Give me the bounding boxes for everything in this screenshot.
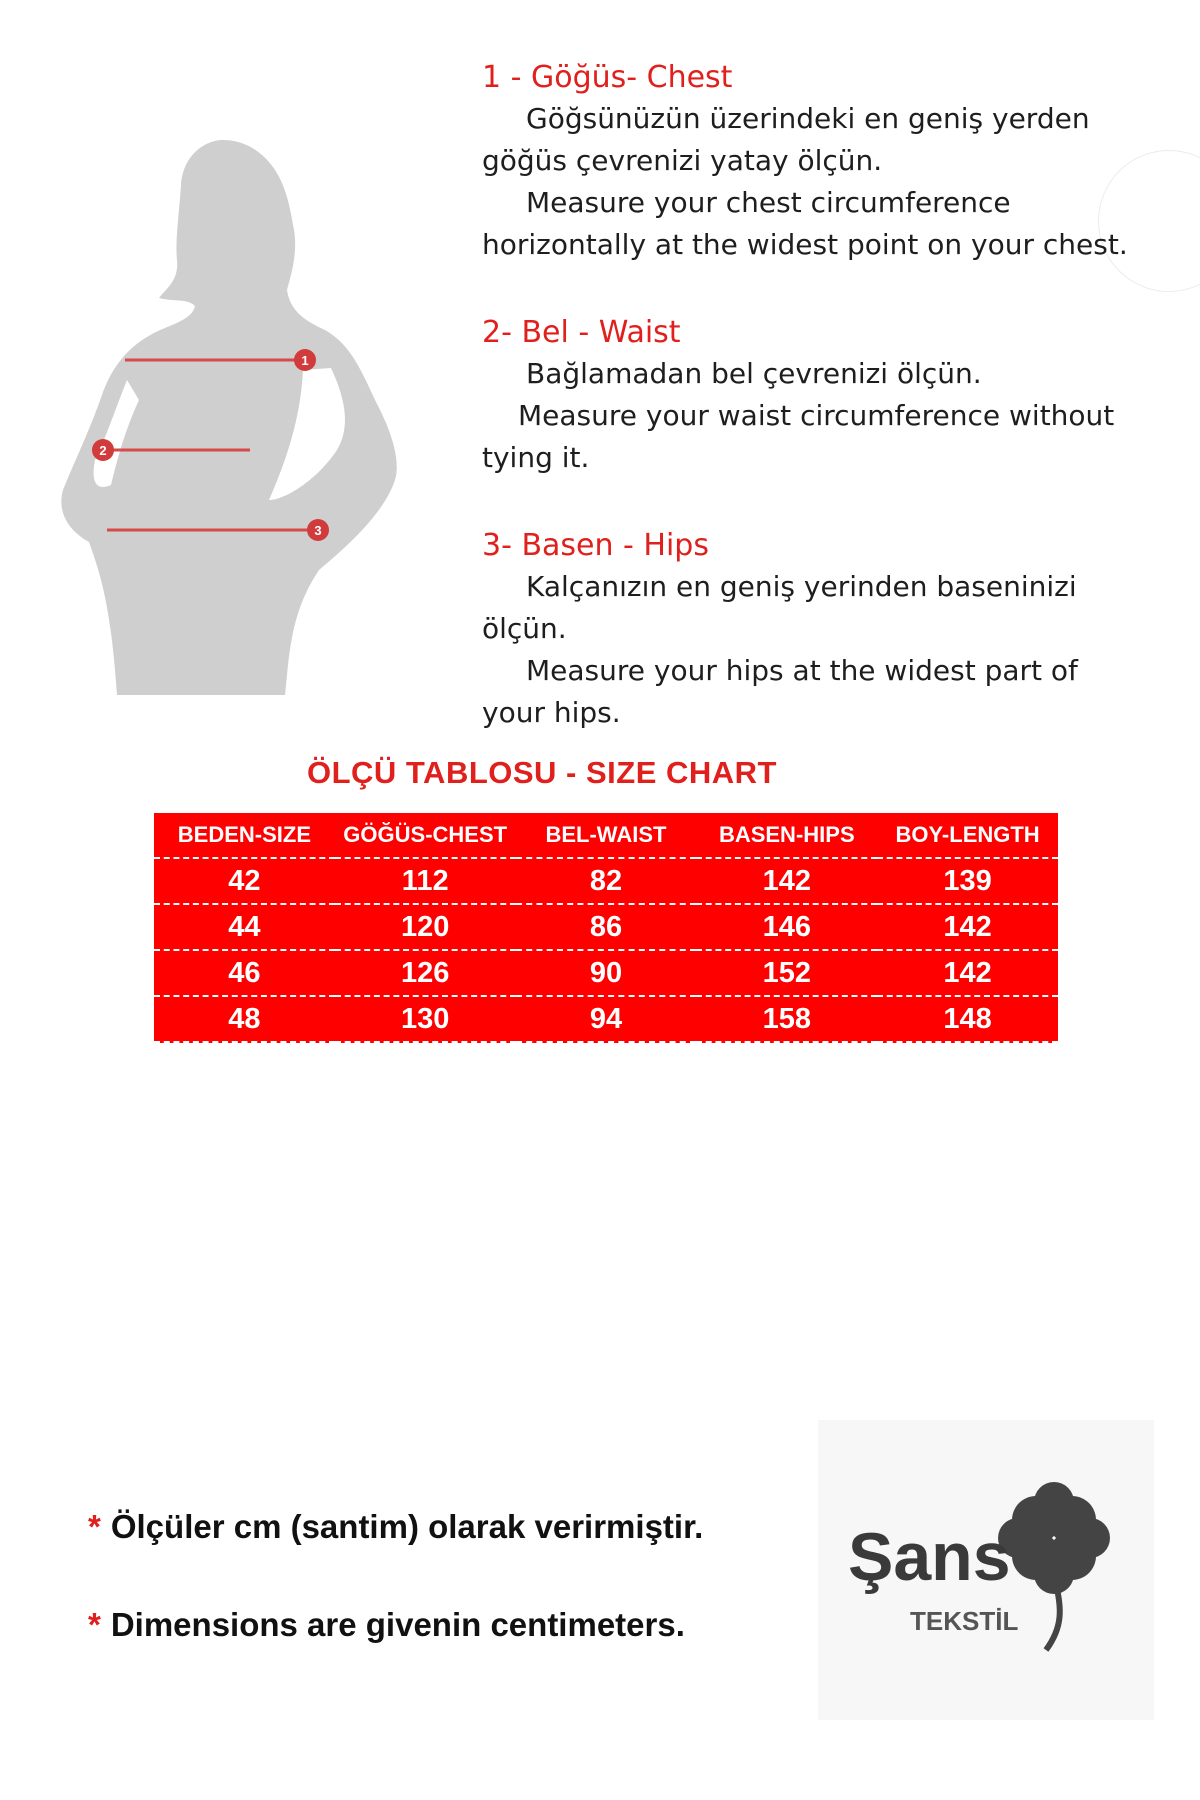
asterisk-icon: * xyxy=(88,1606,101,1643)
table-row xyxy=(154,858,1058,904)
female-silhouette-icon xyxy=(55,130,455,710)
cell-length: 142 xyxy=(877,950,1058,996)
table-row xyxy=(154,950,1058,996)
section-chest-tr-line-1: Göğsünüzün üzerindeki en geniş yerden xyxy=(526,102,1090,135)
marker-1 xyxy=(294,349,316,371)
asterisk-icon: * xyxy=(88,1508,101,1545)
size-chart-table xyxy=(154,813,1058,1043)
cell-hips: 146 xyxy=(696,904,877,950)
cell-chest: 126 xyxy=(335,950,516,996)
note-units-en-text: Dimensions are givenin centimeters. xyxy=(110,1606,685,1643)
header-waist: BEL-WAIST xyxy=(516,813,697,858)
cell-size: 48 xyxy=(154,996,335,1042)
section-chest-en-line-2: horizontally at the widest point on your chest. xyxy=(482,228,1128,261)
note-units-en xyxy=(88,1606,685,1644)
cell-waist: 94 xyxy=(516,996,697,1042)
section-hips-heading: 3- Basen - Hips xyxy=(482,528,709,563)
size-chart-title: ÖLÇÜ TABLOSU - SIZE CHART xyxy=(306,755,777,790)
section-hips-tr-line-1: Kalçanızın en geniş yerinden baseninizi xyxy=(526,570,1077,603)
header-hips: BASEN-HIPS xyxy=(696,813,877,858)
section-waist xyxy=(482,313,1114,479)
cell-waist: 82 xyxy=(516,858,697,904)
header-length: BOY-LENGTH xyxy=(877,813,1058,858)
marker-1-label: 1 xyxy=(301,353,309,368)
section-waist-en-line-1: Measure your waist circumference without xyxy=(518,399,1115,432)
cell-chest: 120 xyxy=(335,904,516,950)
header-size: BEDEN-SIZE xyxy=(154,813,335,858)
cell-hips: 158 xyxy=(696,996,877,1042)
section-chest-tr-line-2: göğüs çevrenizi yatay ölçün. xyxy=(482,144,883,177)
marker-2 xyxy=(92,439,114,461)
section-hips xyxy=(482,526,1078,734)
cell-waist: 90 xyxy=(516,950,697,996)
cell-waist: 86 xyxy=(516,904,697,950)
body-measurement-figure xyxy=(55,130,455,710)
cell-hips: 152 xyxy=(696,950,877,996)
section-hips-en-line-2: your hips. xyxy=(482,696,621,729)
marker-2-label: 2 xyxy=(99,443,107,458)
note-units-tr xyxy=(88,1508,703,1546)
cell-length: 148 xyxy=(877,996,1058,1042)
note-units-tr-text: Ölçüler cm (santim) olarak verirmiştir. xyxy=(110,1508,704,1545)
cell-length: 142 xyxy=(877,904,1058,950)
section-waist-tr-line-1: Bağlamadan bel çevrenizi ölçün. xyxy=(526,357,982,390)
table-header-row xyxy=(154,813,1058,858)
table-row xyxy=(154,996,1058,1042)
section-chest-en-line-1: Measure your chest circumference xyxy=(526,186,1011,219)
section-waist-heading: 2- Bel - Waist xyxy=(482,315,681,350)
cell-chest: 112 xyxy=(335,858,516,904)
marker-3-label: 3 xyxy=(314,523,322,538)
table-row xyxy=(154,904,1058,950)
cell-size: 42 xyxy=(154,858,335,904)
cell-hips: 142 xyxy=(696,858,877,904)
logo-brand: Şans xyxy=(848,1519,1011,1595)
cell-length: 139 xyxy=(877,858,1058,904)
section-chest-heading: 1 - Göğüs- Chest xyxy=(482,60,733,95)
section-hips-tr-line-2: ölçün. xyxy=(482,612,567,645)
cell-size: 44 xyxy=(154,904,335,950)
brand-logo xyxy=(818,1420,1154,1720)
section-chest xyxy=(482,58,1128,266)
section-hips-en-line-1: Measure your hips at the widest part of xyxy=(526,654,1078,687)
cell-size: 46 xyxy=(154,950,335,996)
section-waist-en-line-2: tying it. xyxy=(482,441,590,474)
header-chest: GÖĞÜS-CHEST xyxy=(335,813,516,858)
cell-chest: 130 xyxy=(335,996,516,1042)
logo-sub: TEKSTİL xyxy=(910,1606,1019,1636)
marker-3 xyxy=(307,519,329,541)
